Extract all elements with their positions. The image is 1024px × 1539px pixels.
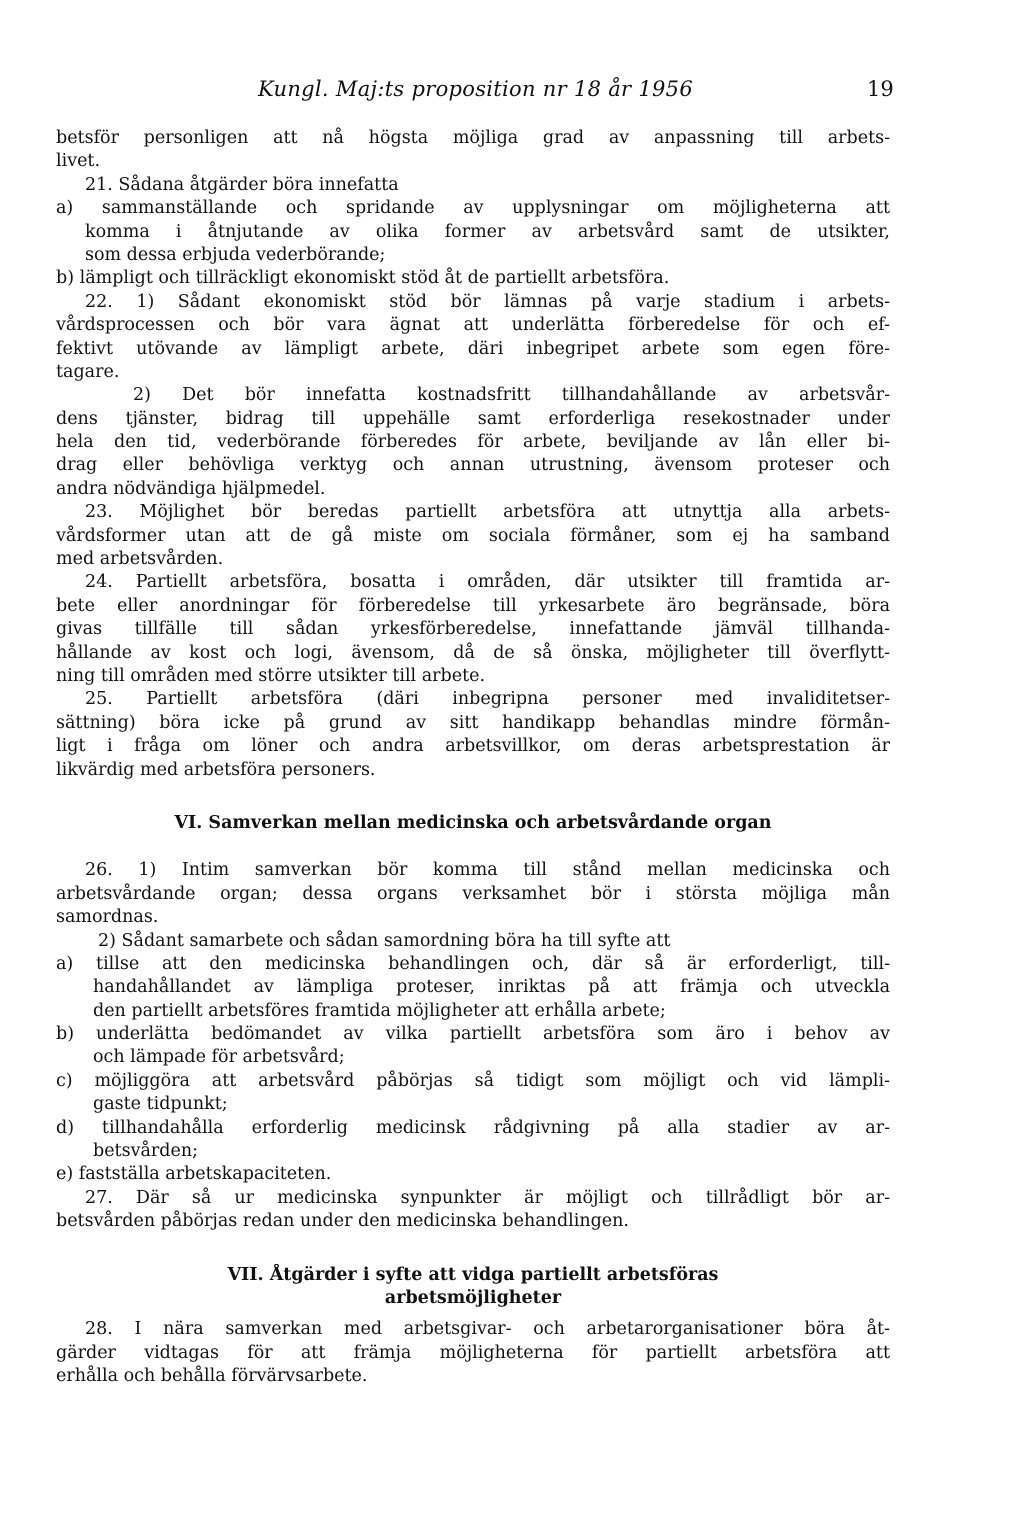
text-line: ligt i fråga om löner och andra arbetsvillkor, om deras arbetsprestation är [56,736,890,757]
text-line: 24. Partiellt arbetsföra, bosatta i områden, där utsikter till framtida ar- [85,572,890,593]
text-line: vårdsformer utan att de gå miste om sociala förmåner, som ej ha samband [56,525,890,546]
text-line: a) sammanställande och spridande av upplysningar om möjligheterna att [56,198,890,219]
text-line: b) lämpligt och tillräckligt ekonomiskt stöd åt de partiellt arbetsföra. [56,268,670,289]
text-line: sättning) böra icke på grund av sitt handikapp behandlas mindre förmån- [56,712,890,733]
text-line: betsvården påbörjas redan under den medicinska behandlingen. [56,1211,629,1232]
text-line: bete eller anordningar för förberedelse till yrkesarbete äro begränsade, böra [56,595,890,616]
text-line: a) tillse att den medicinska behandlingen och, där så är erforderligt, till- [56,953,890,974]
page-number: 19 [867,77,894,101]
text-line: c) möjliggöra att arbetsvård påbörjas så tidigt som möjligt och vid lämpli- [56,1070,890,1091]
text-line: dens tjänster, bidrag till uppehälle samt erforderliga resekostnader under [56,408,890,429]
text-line: handahållandet av lämpliga proteser, inriktas på att främja och utveckla [93,977,890,998]
text-line: hållande av kost och logi, ävensom, då de så önska, möjligheter till överflytt- [56,642,890,663]
text-line: 22. 1) Sådant ekonomiskt stöd bör lämnas på varje stadium i arbets- [85,291,890,312]
running-title: Kungl. Maj:ts proposition nr 18 år 1956 [258,77,694,101]
text-line: hela den tid, vederbörande förberedes för arbete, beviljande av lån eller bi- [56,432,890,453]
text-line: 2) Sådant samarbete och sådan samordning böra ha till syfte att [98,930,671,951]
text-line: 2) Det bör innefatta kostnadsfritt tillhandahållande av arbetsvår- [133,385,890,406]
text-line: erhålla och behålla förvärvsarbete. [56,1366,368,1387]
text-line: fektivt utövande av lämpligt arbete, däri inbegripet arbete som egen före- [56,338,890,359]
text-line: b) underlätta bedömandet av vilka partiellt arbetsföra som äro i behov av [56,1024,890,1045]
section-heading: VII. Åtgärder i syfte att vidga partiellt arbetsföras [227,1264,719,1285]
text-line: vårdsprocessen och bör vara ägnat att underlätta förberedelse för och ef- [56,315,890,336]
text-line: betsvården; [93,1141,198,1162]
text-line: tagare. [56,361,120,382]
text-line: 23. Möjlighet bör beredas partiellt arbetsföra att utnyttja alla arbets- [85,502,890,523]
text-line: ning till områden med större utsikter till arbete. [56,665,486,686]
text-line: givas tillfälle till sådan yrkesförberedelse, innefattande jämväl tillhanda- [56,619,890,640]
text-line: likvärdig med arbetsföra personers. [56,759,376,780]
text-line: andra nödvändiga hjälpmedel. [56,478,326,499]
text-line: drag eller behövliga verktyg och annan utrustning, ävensom proteser och [56,455,890,476]
text-line: med arbetsvården. [56,549,224,570]
text-line: d) tillhandahålla erforderlig medicinsk rådgivning på alla stadier av ar- [56,1117,890,1138]
text-line: arbetsvårdande organ; dessa organs verksamhet bör i största möjliga mån [56,883,890,904]
text-line: 28. I nära samverkan med arbetsgivar- och arbetarorganisationer böra åt- [85,1319,890,1340]
text-line: gärder vidtagas för att främja möjligheterna för partiellt arbetsföra att [56,1342,890,1363]
body-text [56,127,890,1389]
text-line: komma i åtnjutande av olika former av arbetsvård samt de utsikter, [85,221,890,242]
text-line: betsför personligen att nå högsta möjliga grad av anpassning till arbets- [56,128,890,148]
page-header [0,77,1024,105]
section-heading: VI. Samverkan mellan medicinska och arbetsvårdande organ [174,812,772,833]
text-line: 27. Där så ur medicinska synpunkter är möjligt och tillrådligt bör ar- [85,1187,890,1208]
text-line: 25. Partiellt arbetsföra (däri inbegripna personer med invaliditetser- [85,689,890,710]
text-line: e) fastställa arbetskapaciteten. [56,1164,332,1185]
section-heading: arbetsmöjligheter [384,1287,562,1308]
text-line: och lämpade för arbetsvård; [93,1047,345,1068]
text-line: 26. 1) Intim samverkan bör komma till stånd mellan medicinska och [85,860,890,881]
text-line: livet. [56,151,101,172]
text-line: som dessa erbjuda vederbörande; [85,244,386,265]
text-line: samordnas. [56,907,159,928]
text-line: 21. Sådana åtgärder böra innefatta [85,174,399,195]
text-line: den partiellt arbetsföres framtida möjligheter att erhålla arbete; [93,1000,666,1021]
text-line: gaste tidpunkt; [93,1094,228,1115]
